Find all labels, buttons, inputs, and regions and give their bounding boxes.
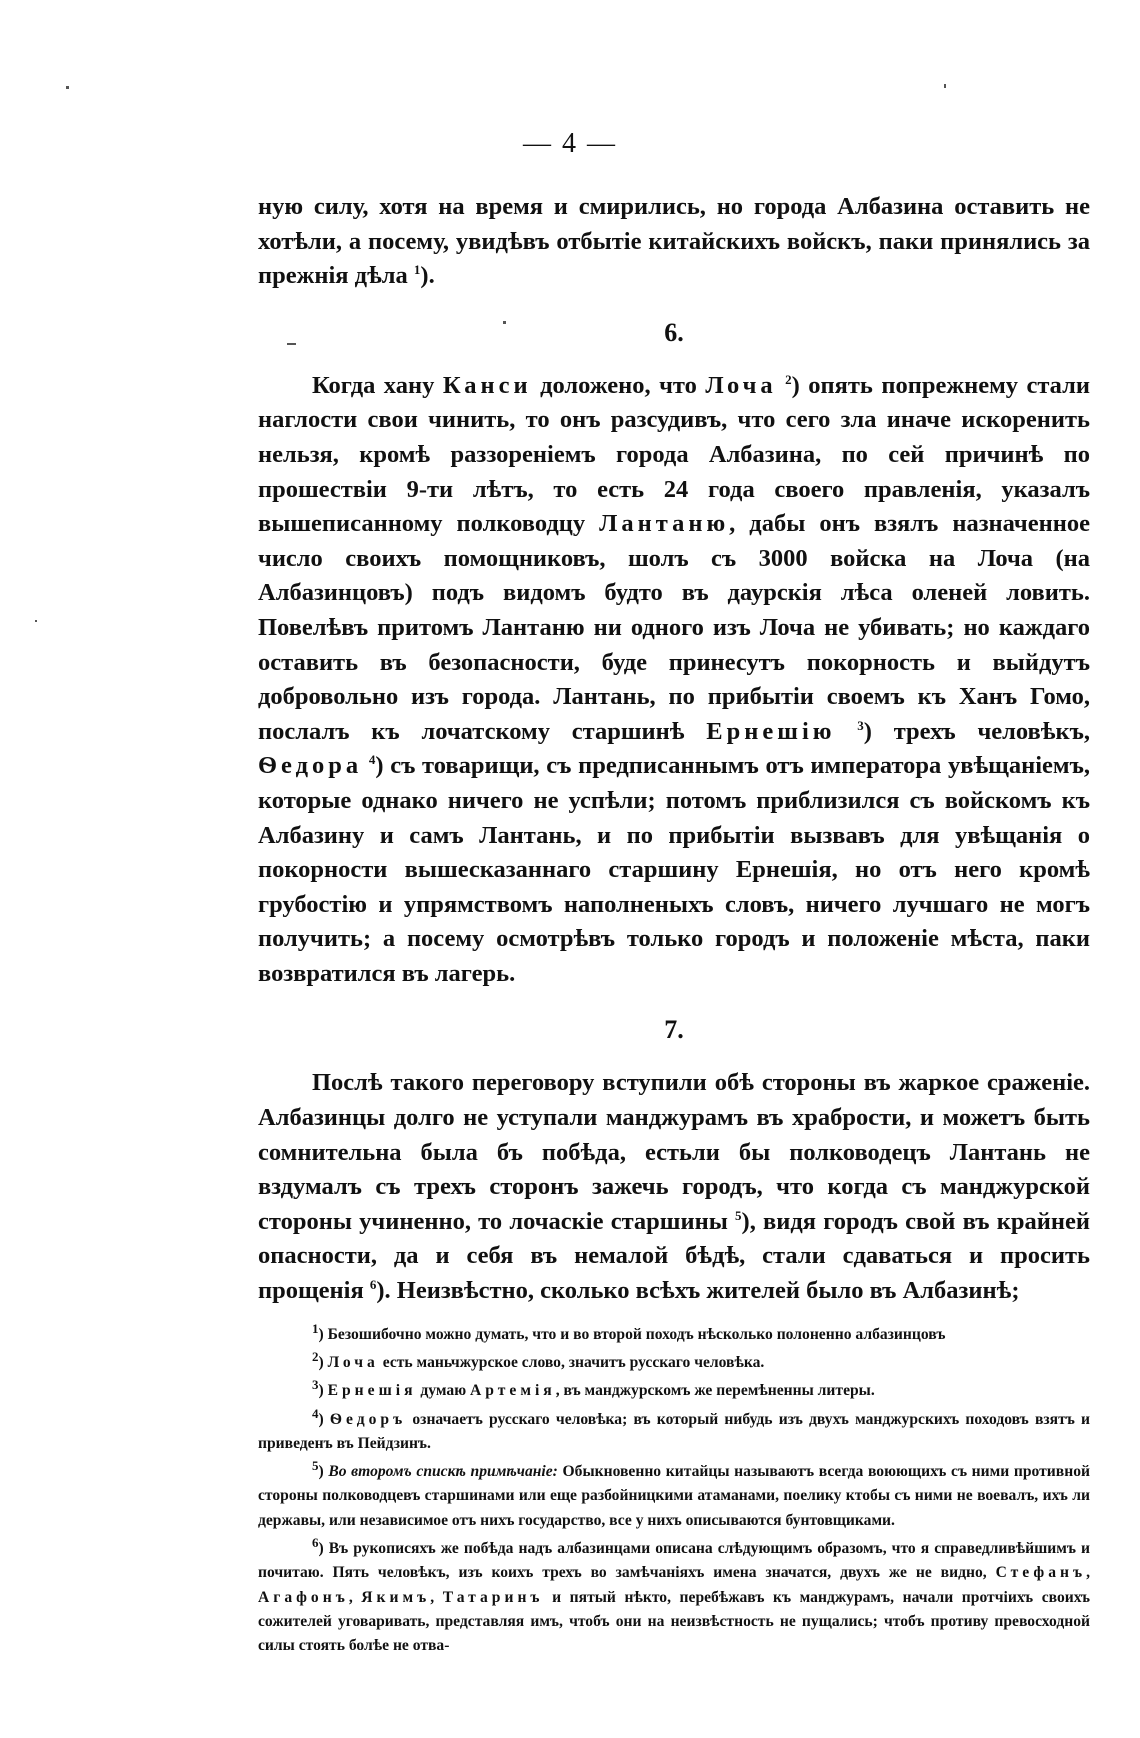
- footnote: $^6$) Въ рукописяхъ же побѣда надъ албазинцами описана слѣдующимъ образомъ, что я справедливѣйшимъ и почитаю. Пять человѣкъ, изъ коихъ трехъ во замѣчаніяхъ имена значатся, двухъ же не видно, Стефанъ, Агафонъ, Якимъ, Татаринъ и пятый нѣкто, перебѣжавъ къ манджурамъ, начали протчіихъ своихъ сожителей уговаривать, представляя имъ, чтобъ они на неизвѣстность не пущались; чтобъ противу превосходной силы стоять болѣе не отва-: [258, 1534, 1091, 1655]
- scan-speck: [35, 620, 37, 622]
- paragraph: Когда хану Канси доложено, что Лоча $^2$) опять попрежнему стали наглости свои чинить, то онъ разсудивъ, что сего зла иначе искоренить нельзя, кромѣ раззореніемъ города Албазина, по сей причинѣ по прошествіи 9-ти лѣтъ, то есть 24 года своего правленія, указалъ вышеписанному полководцу Лантаню, дабы онъ взялъ назначенное число своихъ помощниковъ, шолъ съ 3000 войска на Лоча (на Албазинцовъ) подъ видомъ будто въ даурскія лѣса оленей ловить. Повелѣвъ притомъ Лантаню ни одного изъ Лоча не убивать; но каждаго оставить въ безопасности, буде принесутъ покорность и выйдутъ добровольно изъ города. Лантань, по прибытіи своемъ къ Ханъ Гомо, послалъ къ лочатскому старшинѣ Ернешію $^3$) трехъ человѣкъ, Ѳедора $^4$) съ товарищи, съ предписаннымъ отъ императора увѣщаніемъ, которые однако ничего не успѣли; потомъ приблизился съ войскомъ къ Албазину и самъ Лантань, и по прибытіи вызвавъ для увѣщанія о покорности вышесказаннаго старшину Ернешія, но отъ него кромѣ грубостію и упрямствомъ наполненыхъ словъ, ничего лучшаго не могъ получить; а посему осмотрѣвъ только городъ и положеніе мѣста, паки возвратился въ лагерь.: [258, 371, 1091, 987]
- section-number: 6.: [664, 317, 684, 347]
- scan-speck: [66, 86, 69, 89]
- footnote: $^5$) Во второмъ спискѣ примѣчаніе: Обыкновенно китайцы называютъ всегда воюющихъ съ ними противной стороны полководцевъ старшинами или еще разбойницкими атаманами, поелику ктобы съ ними не воевалъ, ихъ ли державы, или независимое отъ нихъ государство, все у нихъ описываются бунтовщиками.: [258, 1457, 1090, 1529]
- footnote-ref: 3: [857, 717, 864, 733]
- page-number: — 4 —: [523, 128, 617, 159]
- footnote: $^1$) Безошибочно можно думать, что и во второй походъ нѣсколько полоненно албазинцовъ: [312, 1320, 946, 1343]
- paragraph: Послѣ такого переговору вступили обѣ стороны въ жаркое сраженіе. Албазинцы долго не уступали манджурамъ въ храбрости, и можетъ быть сомнительна была бъ побѣда, естьли бы полководецъ Лантань не вздумалъ съ трехъ сторонъ зажечь городъ, что когда съ манджурской стороны учиненно, то лочаскіе старшины $^5$), видя городъ свой въ крайней опасности, да и себя въ немалой бѣдѣ, стали сдаваться и просить прощенія $^6$). Неизвѣстно, сколько всѣхъ жителей было въ Албазинѣ;: [258, 1069, 1090, 1305]
- footnote-ref: 2: [785, 371, 792, 387]
- section-number: 7.: [664, 1015, 684, 1045]
- footnote: $^2$) Лоча есть маньчжурское слово, значитъ русскаго человѣка.: [312, 1348, 765, 1371]
- page-body: [258, 190, 1090, 1662]
- footnote-ref: 4: [368, 752, 376, 768]
- scan-speck: [944, 84, 946, 88]
- footnote-ref: 5: [735, 1207, 742, 1223]
- footnote: $^3$) Ернешія думаю Артемія, въ манджурскомъ же перемѣненны литеры.: [312, 1377, 875, 1400]
- footnotes: [258, 1320, 1091, 1659]
- footnote: $^4$) Ѳедоръ означаетъ русскаго человѣка; въ который нибудь изъ двухъ манджурскихъ походовъ взятъ и приведенъ въ Пейдзинъ.: [258, 1405, 1091, 1452]
- footnote-ref: 6: [369, 1276, 377, 1292]
- paragraph: ную силу, хотя на время и смирились, но города Албазина оставить не хотѣли, а посему, увидѣвъ отбытіе китайскихъ войскъ, паки принялись за прежнія дѣла $^1$).: [258, 193, 1090, 290]
- footnote-ref: 1: [413, 262, 421, 278]
